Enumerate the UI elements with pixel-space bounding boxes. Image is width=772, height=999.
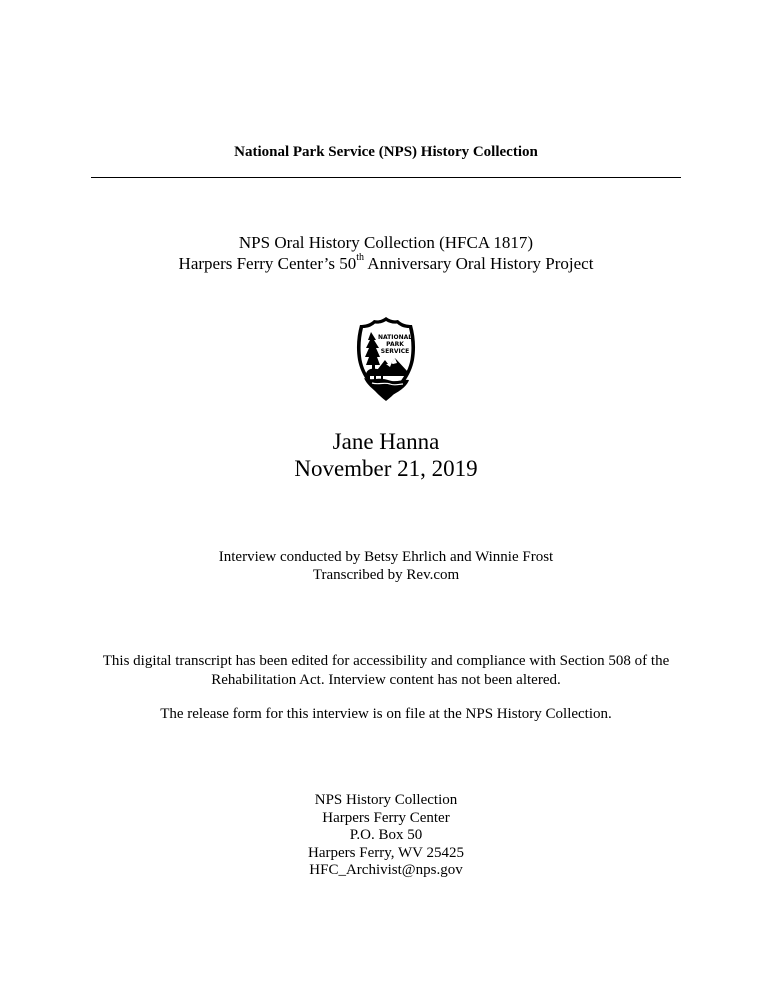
ordinal-suffix: th (356, 252, 364, 264)
contact-address (0, 792, 772, 880)
logo-text-park: PARK (386, 341, 404, 348)
accessibility-notice (0, 652, 772, 690)
interview-date: November 21, 2019 (294, 456, 478, 481)
project-name-prefix: Harpers Ferry Center’s 50 (178, 254, 357, 273)
address-organization: NPS History Collection (314, 792, 458, 808)
header-divider (91, 177, 681, 178)
logo-text-national: NATIONAL (377, 334, 413, 341)
interview-credits (0, 548, 772, 584)
accessibility-notice-line-1: This digital transcript has been edited for accessibility and compliance with Section 508 of the (102, 653, 670, 669)
interviewee-name: Jane Hanna (332, 429, 440, 454)
collection-name: NPS Oral History Collection (HFCA 1817) (238, 233, 534, 252)
collection-header-title: National Park Service (NPS) History Collection (234, 144, 538, 160)
project-name (0, 253, 772, 274)
release-form-notice: The release form for this interview is on file at the NPS History Collection. (160, 706, 612, 722)
nps-arrowhead-logo-icon (352, 316, 420, 402)
accessibility-notice-line-2: Rehabilitation Act. Interview content has not been altered. (211, 672, 561, 688)
contact-email: HFC_Archivist@nps.gov (309, 862, 463, 878)
logo-text-service: SERVICE (380, 348, 410, 355)
interviewee-info (0, 428, 772, 482)
address-center: Harpers Ferry Center (322, 809, 450, 826)
address-po-box: P.O. Box 50 (349, 827, 423, 843)
address-city-state-zip: Harpers Ferry, WV 25425 (308, 844, 464, 861)
collection-info (0, 232, 772, 274)
project-name-suffix: Anniversary Oral History Project (364, 254, 594, 273)
transcriber-line: Transcribed by Rev.com (312, 567, 460, 583)
interviewers-line: Interview conducted by Betsy Ehrlich and Winnie Frost (218, 549, 554, 565)
